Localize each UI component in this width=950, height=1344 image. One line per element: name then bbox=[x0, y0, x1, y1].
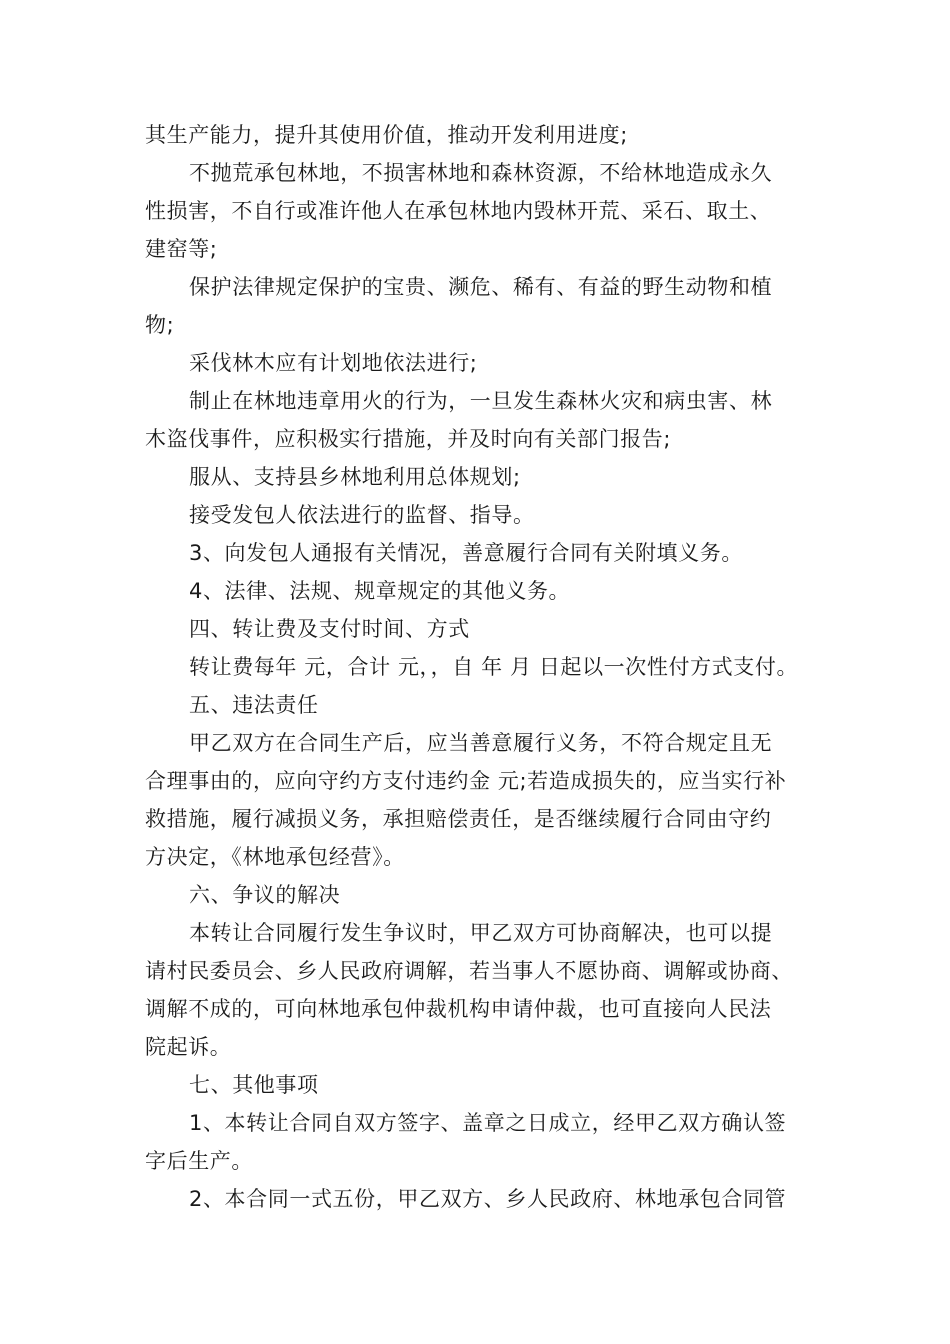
text-line: 方决定，《林地承包经营》。 bbox=[145, 845, 405, 869]
text-line: 不抛荒承包林地，不损害林地和森林资源，不给林地造成永久 bbox=[189, 161, 773, 185]
section-heading: 六、争议的解决 bbox=[189, 883, 341, 907]
text-line: 院起诉。 bbox=[145, 1035, 232, 1059]
text-line: 建窑等; bbox=[145, 237, 218, 261]
text-line: 3、向发包人通报有关情况，善意履行合同有关附填义务。 bbox=[189, 541, 743, 565]
section-heading: 七、其他事项 bbox=[189, 1073, 319, 1097]
text-line: 1、本转让合同自双方签字、盖章之日成立，经甲乙双方确认签 bbox=[189, 1111, 787, 1135]
contract-body-text bbox=[145, 116, 825, 1218]
text-line: 2、本合同一式五份，甲乙双方、乡人民政府、林地承包合同管 bbox=[189, 1187, 787, 1211]
text-line: 制止在林地违章用火的行为，一旦发生森林火灾和病虫害、林 bbox=[189, 389, 773, 413]
section-heading: 四、转让费及支付时间、方式 bbox=[189, 617, 470, 641]
text-line: 性损害，不自行或准许他人在承包林地内毁林开荒、采石、取土、 bbox=[145, 199, 772, 223]
text-line: 甲乙双方在合同生产后，应当善意履行义务，不符合规定且无 bbox=[189, 731, 773, 755]
text-line: 服从、支持县乡林地利用总体规划; bbox=[189, 465, 521, 489]
text-line: 木盗伐事件，应积极实行措施，并及时向有关部门报告; bbox=[145, 427, 672, 451]
text-line: 合理事由的，应向守约方支付违约金 元;若造成损失的，应当实行补 bbox=[145, 769, 787, 793]
text-line: 救措施，履行减损义务，承担赔偿责任，是否继续履行合同由守约 bbox=[145, 807, 772, 831]
text-line: 接受发包人依法进行的监督、指导。 bbox=[189, 503, 535, 527]
text-line: 4、法律、法规、规章规定的其他义务。 bbox=[189, 579, 571, 603]
text-line: 其生产能力，提升其使用价值，推动开发利用进度; bbox=[145, 123, 628, 147]
text-line: 保护法律规定保护的宝贵、濒危、稀有、有益的野生动物和植 bbox=[189, 275, 773, 299]
text-line: 字后生产。 bbox=[145, 1149, 253, 1173]
text-line: 本转让合同履行发生争议时，甲乙双方可协商解决，也可以提 bbox=[189, 921, 773, 945]
text-line: 物; bbox=[145, 313, 175, 337]
text-line: 调解不成的，可向林地承包仲裁机构申请仲裁，也可直接向人民法 bbox=[145, 997, 772, 1021]
text-line: 转让费每年 元，合计 元，，自 年 月 日起以一次性付方式支付。 bbox=[189, 655, 799, 679]
text-line: 请村民委员会、乡人民政府调解，若当事人不愿协商、调解或协商、 bbox=[145, 959, 793, 983]
text-line: 采伐林木应有计划地依法进行; bbox=[189, 351, 478, 375]
section-heading: 五、违法责任 bbox=[189, 693, 319, 717]
